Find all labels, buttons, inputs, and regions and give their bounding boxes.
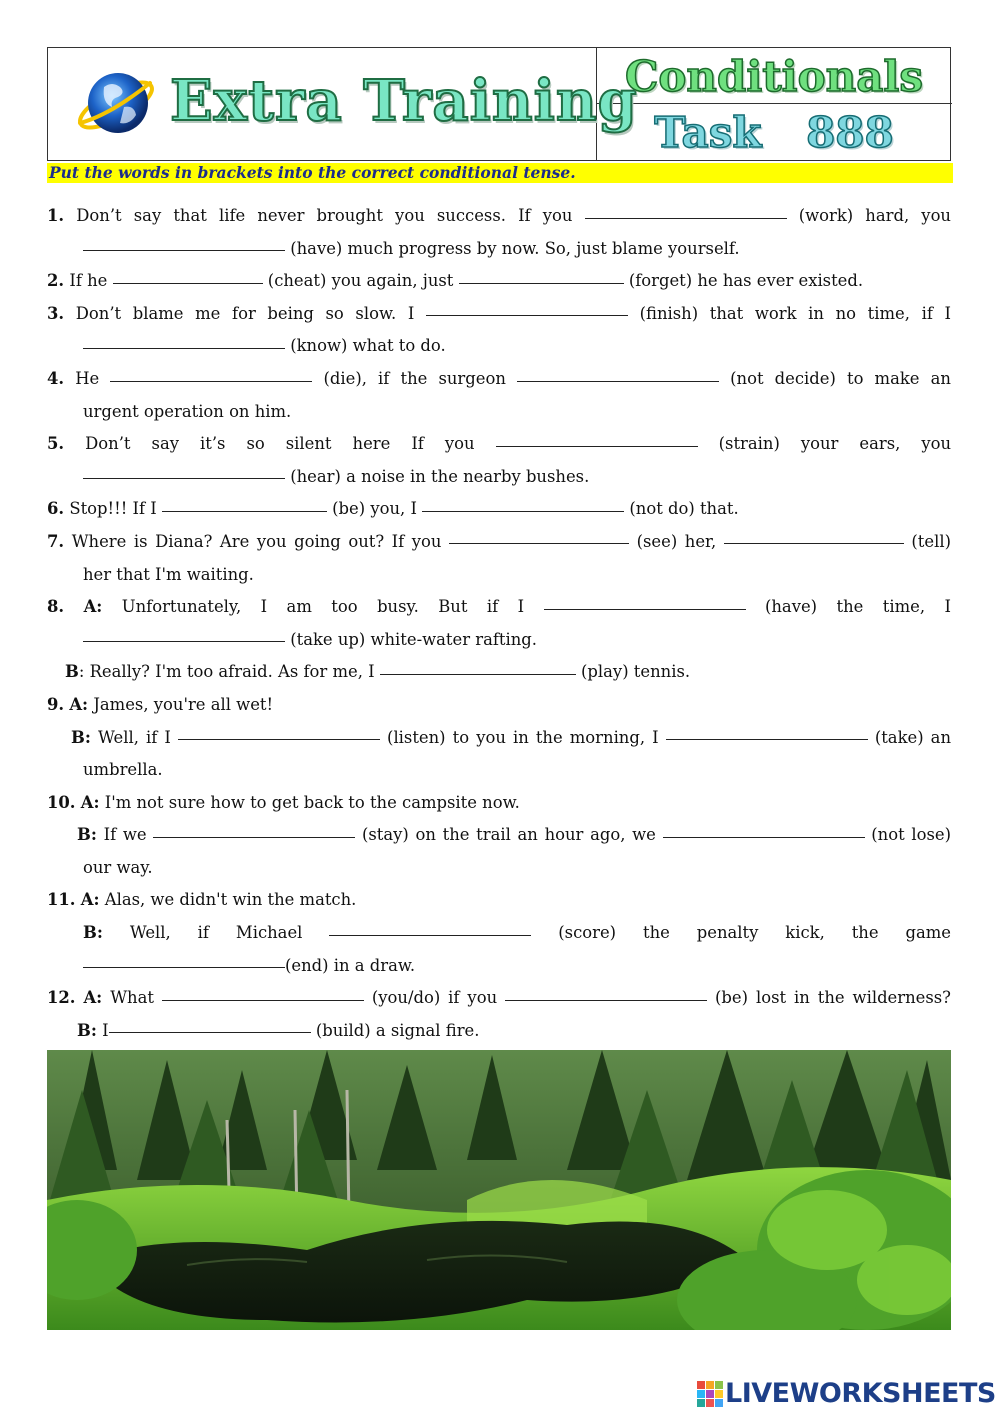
- exercise-6: [47, 493, 951, 526]
- answer-blank[interactable]: [459, 282, 624, 284]
- exercise-number: 3.: [47, 303, 65, 323]
- sentence-text: Unfortunately, I am too busy. But if I: [121, 597, 525, 617]
- answer-blank[interactable]: [449, 542, 629, 544]
- answer-blank[interactable]: [153, 836, 355, 838]
- speaker-label: B:: [77, 825, 97, 845]
- sentence-text: (die), if the surgeon: [323, 368, 506, 388]
- sentence-text: (take) an: [874, 727, 952, 747]
- speaker-label: A:: [80, 792, 100, 812]
- forest-pond-photo: [47, 1050, 951, 1330]
- sentence-text: Well, if I: [98, 727, 171, 747]
- exercise-number: 1.: [47, 206, 65, 225]
- speaker-label: B: [65, 662, 79, 682]
- answer-blank[interactable]: [496, 445, 698, 447]
- speaker-label: A:: [69, 694, 89, 714]
- sentence-text: : Really? I'm too afraid. As for me, I: [78, 662, 375, 682]
- answer-blank[interactable]: [422, 510, 624, 512]
- liveworksheets-logo: [697, 1378, 996, 1409]
- sentence-text: Stop!!! If I: [69, 499, 157, 519]
- exercise-number: 12.: [47, 988, 76, 1008]
- sentence-text: (be) you, I: [332, 499, 417, 519]
- answer-blank[interactable]: [585, 217, 787, 219]
- answer-blank[interactable]: [505, 999, 707, 1001]
- answer-blank[interactable]: [113, 282, 263, 284]
- answer-blank[interactable]: [517, 380, 719, 382]
- answer-blank[interactable]: [724, 542, 904, 544]
- sentence-text: What: [110, 988, 154, 1008]
- exercise-number: 8.: [47, 597, 65, 617]
- sentence-text: (you/do) if you: [371, 988, 498, 1008]
- sentence-text: (score) the penalty kick, the game: [558, 923, 951, 943]
- sentence-text: (end) in a draw.: [285, 955, 416, 975]
- speaker-label: B:: [77, 1020, 97, 1040]
- sentence-text: (not do) that.: [629, 499, 739, 519]
- answer-blank[interactable]: [162, 999, 364, 1001]
- exercise-number: 2.: [47, 271, 65, 291]
- speaker-label: B:: [71, 727, 91, 747]
- sentence-text: If we: [103, 825, 147, 845]
- sentence-text: (stay) on the trail an hour ago, we: [361, 825, 656, 845]
- liveworksheets-wordmark: LIVEWORKSHEETS: [725, 1378, 996, 1409]
- speaker-label: B:: [83, 923, 103, 943]
- header-box: [47, 47, 951, 161]
- sentence-text: James, you're all wet!: [93, 694, 274, 714]
- sentence-text: our way.: [83, 857, 153, 877]
- answer-blank[interactable]: [109, 1031, 311, 1033]
- answer-blank[interactable]: [544, 608, 746, 610]
- sentence-text: (not decide) to make an: [730, 368, 951, 388]
- sentence-text: (hear) a noise in the nearby bushes.: [290, 466, 590, 486]
- speaker-label: A:: [83, 597, 103, 617]
- forest-pond-illustration: [47, 1050, 951, 1330]
- sentence-text: (finish) that work in no time, if I: [639, 303, 951, 323]
- globe-icon: [74, 65, 158, 143]
- sentence-text: (have) the time, I: [764, 597, 951, 617]
- exercise-number: 10.: [47, 792, 76, 812]
- answer-blank[interactable]: [663, 836, 865, 838]
- sentence-text: (tell): [911, 531, 951, 551]
- answer-blank[interactable]: [329, 934, 531, 936]
- sentence-text: (strain) your ears, you: [718, 434, 952, 454]
- exercise-number: 5.: [47, 434, 65, 454]
- answer-blank[interactable]: [83, 966, 285, 968]
- sentence-text: Where is Diana? Are you going out? If you: [71, 531, 442, 551]
- sentence-text: (work) hard, you: [798, 206, 951, 225]
- sentence-text: If he: [69, 271, 108, 291]
- speaker-label: A:: [80, 890, 100, 910]
- exercise-number: 7.: [47, 531, 65, 551]
- sentence-text: He: [75, 368, 100, 388]
- sentence-text: I'm not sure how to get back to the campsite now.: [104, 792, 520, 812]
- sentence-text: I: [102, 1020, 109, 1040]
- exercise-number: 11.: [47, 890, 76, 910]
- sentence-text: umbrella.: [83, 760, 163, 780]
- sentence-text: (listen) to you in the morning, I: [387, 727, 659, 747]
- answer-blank[interactable]: [178, 738, 380, 740]
- answer-blank[interactable]: [666, 738, 868, 740]
- sentence-text: Alas, we didn't win the match.: [104, 890, 357, 910]
- task-number: Task 888: [654, 108, 894, 157]
- topic-title: Conditionals: [624, 52, 924, 101]
- exercise-10: [47, 787, 951, 885]
- sentence-text: urgent operation on him.: [83, 401, 292, 421]
- exercise-2: [47, 265, 951, 298]
- sentence-text: (have) much progress by now. So, just blame yourself.: [290, 238, 740, 258]
- exercise-9: [47, 689, 951, 787]
- sentence-text: (take up) white-water rafting.: [290, 629, 538, 649]
- answer-blank[interactable]: [83, 347, 285, 349]
- sentence-text: Well, if Michael: [129, 923, 303, 943]
- instruction-banner: Put the words in brackets into the correct conditional tense.: [47, 163, 953, 183]
- sentence-text: Don’t say it’s so silent here If you: [85, 434, 475, 454]
- exercise-number: 4.: [47, 368, 65, 388]
- sentence-text: (not lose): [871, 825, 951, 845]
- exercise-8: [47, 591, 951, 689]
- sentence-text: (build) a signal fire.: [315, 1020, 480, 1040]
- sentence-text: (play) tennis.: [581, 662, 691, 682]
- sentence-text: (be) lost in the wilderness?: [715, 988, 951, 1008]
- sentence-text: (forget) he has ever existed.: [628, 271, 864, 291]
- sentence-text: (know) what to do.: [290, 336, 446, 356]
- speaker-label: A:: [83, 988, 103, 1008]
- exercise-4: [47, 363, 951, 428]
- liveworksheets-mark-icon: [697, 1381, 723, 1407]
- answer-blank[interactable]: [83, 640, 285, 642]
- answer-blank[interactable]: [83, 477, 285, 479]
- answer-blank[interactable]: [426, 314, 628, 316]
- exercise-11: [47, 884, 951, 982]
- exercise-7: [47, 526, 951, 591]
- exercise-12: [47, 982, 951, 1047]
- answer-blank[interactable]: [380, 673, 576, 675]
- sentence-text: (see) her,: [636, 531, 717, 551]
- sentence-text: her that I'm waiting.: [83, 564, 254, 584]
- sentence-text: (cheat) you again, just: [267, 271, 454, 291]
- answer-blank[interactable]: [83, 249, 285, 251]
- answer-blank[interactable]: [110, 380, 312, 382]
- sentence-text: Don’t say that life never brought you success. If you: [76, 206, 573, 225]
- answer-blank[interactable]: [162, 510, 327, 512]
- exercise-3: [47, 298, 951, 363]
- exercise-number: 6.: [47, 499, 65, 519]
- brand-title: Extra Training: [170, 68, 638, 134]
- exercise-5: [47, 428, 951, 493]
- sentence-text: Don’t blame me for being so slow. I: [75, 303, 415, 323]
- exercise-number: 9.: [47, 694, 65, 714]
- exercise-1: [47, 200, 951, 265]
- exercise-list: [47, 200, 951, 1047]
